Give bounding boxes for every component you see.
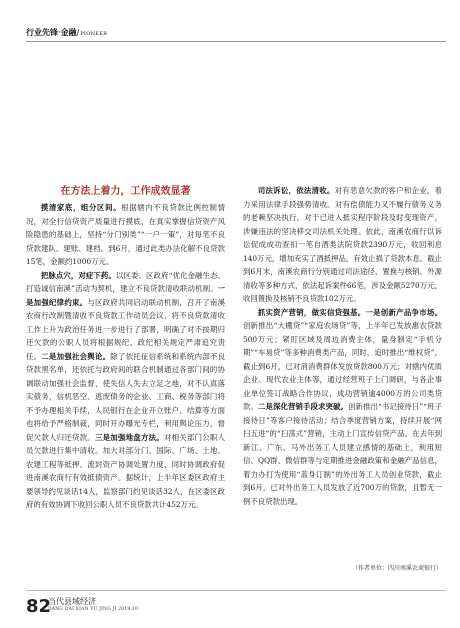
magazine-name [48,598,138,614]
paragraph-lead: 抓实资产营销，做实信贷强基。 [257,307,366,317]
paragraph-lead: 司法诉讼，依法清收。 [257,186,335,195]
header-slash: / [76,28,80,37]
paragraph-text: 除了依托征信系统和系统内部不良贷款黑名单，还依托与政府间的联合机制通过各部门间的协调联动加强社会监督，使失信人失去立足之地，对不认真落实债务，信机恶空、逃废债务的企业、工商、税务等部门将不予办理相关手续，人民银行在企业开立账户、结算等方面也将给予严格制裁，同时开办曝光专栏，利用舆论压力，督促欠款人归还贷款。 [26,351,225,442]
magazine-name-cn: 当代县域经济 [48,597,96,606]
paragraph-text: 对有恶意欠款的客户和企业，着力采用法律手段强势清收。对有偿债能力又不履行债务义务的老赖坚决执行，对于已进入抵实程序阶段及时变现资产，涉嫌违法的坚决移交司法机关处理。依此，南溪农商行以诉讼促成成功查扣一笔自酒类法院贷款2390万元，收回利息140万元，增加充实了酒抵押品，有效止损了贷款本息。截止到6月末，南溪农商行分别通过司法途径、置换与核销、外源清收等多种方式，依法起诉案件66笔，涉及金额5270万元，收回置换及核销不良贷款102万元。 [243,186,442,303]
paragraph-text: 创新推出“大棚贷”“家庭农场贷”等，上半年已发放惠农贷款500万元；紧盯区域及周边消费主体，量身制定“手机分期”“车易贷”等多种消费类产品，同时，追时推出“维权贷”，截止到6月，已对消消费群体发放贷款800万元；对辖内优质企业、现代农业主体等，通过经营班子上门调研，与各企事业单位签订战略合作协议，成功营销逾4000万的公司类贷款。 [243,321,442,411]
header-en: PIONEER [80,31,108,37]
section-title: 在方法上着力，工作成效显著 [60,186,191,197]
paragraph-lead: 二是加强社会舆论。 [41,351,111,361]
paragraph-text: 以区委、区政府“优化金融生态、打造诚信南溪”活动为契机，建立不良贷款清收联动机制。 [26,270,225,293]
header-separator: · [58,28,61,37]
paragraph-lead: 一是加强纪律约束。 [26,284,225,307]
paragraph [26,201,225,269]
page-header [26,27,446,39]
paragraph-lead: 一是创新产品争市场。 [365,307,442,317]
paragraph-text: 根据辖内不良贷款比例控制情况，对全行信贷资产质量进行摸底，在真实掌握信贷资产风险隐患的基础上，坚持“分门别类”“一户一策”，对每笔不良贷款建队、建账、建档。到6月，通过此类办法化解不良贷款15笔，金额约1000万元。 [26,203,225,266]
page-number: 82 [26,596,52,617]
author-source: （作者单位：四川南溪农商银行） [351,565,442,572]
paragraph [243,184,442,306]
paragraph-text: 与区政府共同启动联动机制，召开了南溪农商行改制暨清收不良贷款工作动员会议，将不良贷款清收工作上升为政治任务进一步进行了部署，明确了对不按期归还欠款的公职人员将根据规纪、政纪相关规定严肃追究责任。 [26,297,225,361]
paragraph-text: 对相关部门公职人员欠款进行集中清收。加大对部分门、国际、广场、土地、农建工程等抵押、流封资产协调处置力度，同时协调政府促进南溪农商行有效抵债资产。据统计，上半年区委区政府主要领导约见谈话14人，监察部门约见谈话32人，在区委区政府的有效协调下收回公职人员不良贷款共计452万元。 [26,432,225,509]
paragraph-lead: 摸清家底，组分区间。 [40,203,122,212]
header-divider [26,41,446,42]
right-column [243,184,442,508]
paragraph-lead: 三是加强地盘方法。 [94,432,164,442]
header-subsection: 金融 [60,27,77,37]
paragraph-text: 创新推出“书记接待日”“班子接待日”等客户接待活动；结合季度营销方案，持续开展“网扫五进”的“扫荡式”营销，主动上门宣传信贷产品。在去年到新江、广东、马外出务工人员建立感情的基础上，利用短信、QQ群、微信群等与定期推进金融政策和金融产品信息，着力办打为使用“蓝身订制”的外出务工人员创业贷款，截止到6月，已对外出务工人员发放了近700万的贷款，且暂无一例不良贷款出现。 [243,402,442,506]
paragraph [26,269,225,512]
header-section: 行业先锋 [26,27,58,37]
right-column-body [243,184,442,508]
paragraph-lead: 二是深化营销手段求突破。 [258,402,349,411]
paragraph [243,306,442,509]
left-column [26,184,225,512]
footer-divider [26,590,446,591]
left-column-body [26,201,225,512]
paragraph-lead: 把脉点穴，对症下药。 [40,270,116,280]
article-photo [26,44,442,177]
magazine-name-en: DANG DAI XIAN YU JING JI 2018.10 [48,607,139,612]
